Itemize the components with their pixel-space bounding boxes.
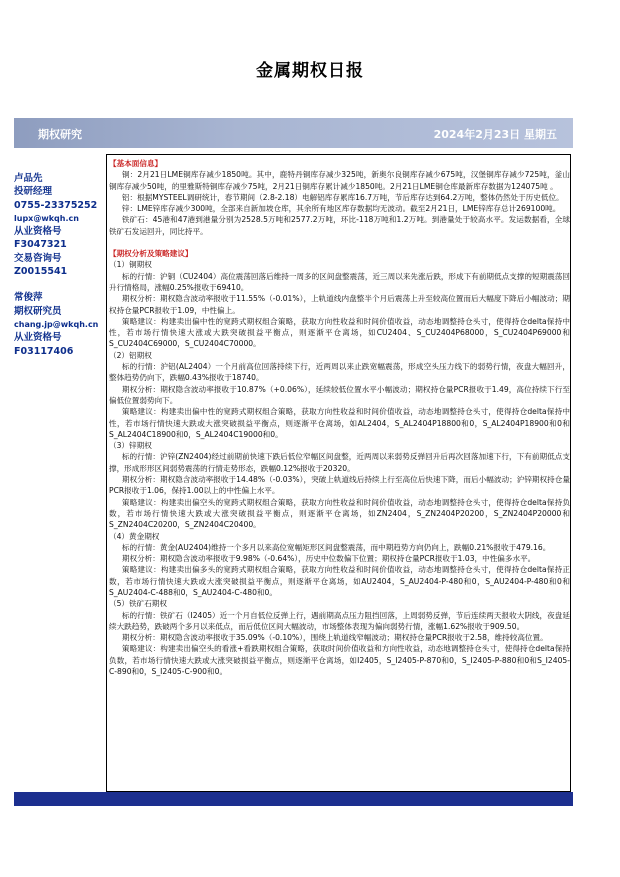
analyst-role: 期权研究员 — [14, 305, 62, 317]
footer-bar — [14, 792, 573, 806]
paragraph-market: 标的行情：沪锌(ZN2404)经过前期前快速下跌后低位窄幅区间盘整，近两周以来弱势反弹回升后再次回落加速下行，下有前期低点支撑，形成形形区间弱势震荡的行情走势形态，跌幅0.12%报收于20320。 — [109, 452, 570, 473]
analyst-email[interactable]: chang.jp@wkqh.cn — [14, 319, 99, 329]
subsection-title: （3）锌期权 — [109, 441, 152, 451]
report-body — [109, 158, 570, 677]
paragraph-market: 标的行情：铁矿石（I2405）近一个月自低位反弹上行，遇前期高点压力阻挡回落，上周弱势反弹，节后连续两天报收大阴线，夜盘延续大跌趋势，跌破两个多月以来低点，而后低位区间大幅波动，市场整体表现为偏向弱势行情，涨幅1.62%报收于909.50。 — [109, 610, 570, 631]
section-heading: 【基本面信息】 — [109, 159, 163, 168]
paragraph-advice: 策略建议：构建卖出偏多头的宽跨式期权组合策略，获取方向性收益和时间价值收益，动态地调整持仓头寸，使得持仓delta保持正数，若市场行情快速大跌或大涨突破损益平衡点，则逐渐平仓离场，如AU2404，S_AU2404-P-480和0，S_AU2404-P-480和0和S_AU2404-C-488和0，S_AU2404-C-480和0。 — [109, 565, 570, 597]
header-banner — [14, 118, 573, 148]
paragraph-market: 标的行情：沪铝(AL2404）一个月前高位回落持续下行，近两周以来止跌宽幅震荡，形成空头压力线下的弱势行情，夜盘大幅回升，整体趋势仍向下，跌幅0.43%报收于18740。 — [109, 362, 570, 383]
analyst-phone: 0755-23375252 — [14, 199, 98, 211]
paragraph-iron-ore-fundamentals: 铁矿石：45港和47港到港量分别为2528.5万吨和2577.2万吨，环比-118万吨和1.2万吨。到港量处于较高水平。发运数据看，全球铁矿石发运回升，同比持平。 — [109, 215, 570, 236]
report-title: 金属期权日报 — [256, 61, 364, 81]
paragraph-analysis: 期权分析：期权隐含波动率报收于14.48%（-0.03%），突破上轨道线后持续上行至高位后快速下降，而后小幅波动；沪锌期权持仓量PCR报收于1.06，保持1.00以上的中性偏上水平。 — [109, 475, 570, 496]
paragraph-advice: 策略建议：构建卖出偏空头的看涨+看跌期权组合策略，获取时间价值收益和方向性收益，动态地调整持仓头寸，使得持仓delta保持负数，若市场行情快速大跌或大涨突破损益平衡点，则逐渐平仓离场，如I2405，S_I2405-P-870和0，S_I2405-P-880和0和S_I2405-C-890和0，S_I2405-C-900和0。 — [109, 644, 570, 677]
analyst-sidebar — [14, 172, 102, 358]
paragraph-aluminum-fundamentals: 铝：根据MYSTEEL调研统计，春节期间（2.8-2.18）电解铝库存累库16.7万吨，节后库存达到64.2万吨，整体仍然处于历史低位。 — [121, 192, 564, 202]
consult-label: 交易咨询号 — [14, 252, 62, 264]
report-date: 2024年2月23日 星期五 — [433, 128, 557, 141]
paragraph-analysis: 期权分析：期权隐含波动率报收于9.98%（-0.64%），历史中位数偏下位置；期权持仓量PCR报收于1.03，中性偏多水平。 — [121, 554, 536, 564]
paragraph-advice: 策略建议：构建卖出偏中性的宽跨式期权组合策略，获取方向性收益和时间价值收益，动态地调整持仓头寸，使得持仓delta保持中性，若市场行情快速大跌或大涨突破损益平衡点，则逐渐平仓离场，如AL2404，S_AL2404P18800和0，S_AL2404P18900和0和S_AL2404C18900和0，S_AL2404C19000和0。 — [109, 407, 570, 439]
paragraph-analysis: 期权分析：期权隐含波动率报收于11.55%（-0.01%），上轨道线内盘整半个月后震荡上升至较高位置而后大幅度下降后小幅波动；期权持仓量PCR报收于1.09，中性偏上。 — [109, 294, 570, 315]
consult-number: Z0015541 — [14, 266, 68, 278]
paragraph-advice: 策略建议：构建卖出偏中性的宽跨式期权组合策略，获取方向性收益和时间价值收益，动态地调整持仓头寸，使得持仓delta保持中性，若市场行情快速大涨或大跌突破损益平衡点，则逐渐平仓离场，如CU2404、S_CU2404P68000，S_CU2404P69000和S_CU2404C69000，S_CU2404C70000。 — [109, 316, 570, 349]
subsection-title: （5）铁矿石期权 — [109, 599, 167, 609]
paragraph-zinc-fundamentals: 锌：LME锌库存减少300吨，全部来自新加坡仓库，其余所有地区库存数据均无波动。截至2月21日，LME锌库存总计269100吨。 — [121, 204, 561, 214]
paragraph-analysis: 期权分析：期权隐含波动率报收于35.09%（-0.10%），围绕上轨道线窄幅波动；期权持仓量PCR报收于2.58，维持较高位置。 — [121, 633, 548, 643]
analyst-name: 卢品先 — [14, 173, 43, 184]
subsection-title: （2）铝期权 — [109, 350, 152, 360]
section-heading: 【期权分析及策略建议】 — [109, 249, 193, 259]
qualification-number: F3047321 — [14, 239, 67, 251]
analyst-role: 投研经理 — [14, 186, 53, 198]
qualification-label: 从业资格号 — [14, 226, 62, 238]
subsection-title: （1）铜期权 — [109, 260, 152, 270]
category-label: 期权研究 — [38, 128, 82, 141]
paragraph-advice: 策略建议：构建卖出偏空头的宽跨式期权组合策略，获取方向性收益和时间价值收益，动态地调整持仓头寸，使得持仓delta保持负数，若市场行情快速大跌或大涨突破损益平衡点，则逐渐平仓离场，如ZN2404，S_ZN2404P20200，S_ZN2404P20000和S_ZN2404C20200，S_ZN2404C20400。 — [109, 497, 570, 530]
paragraph-copper-fundamentals: 铜：2月21日LME铜库存减少1850吨。其中，鹿特丹铜库存减少325吨，新奥尔良铜库存减少675吨，汉堡铜库存减少725吨，釜山铜库存减少50吨，的里雅斯特铜库存减少75吨，2月21日铜库存累计减少1850吨。2月21日LME铜仓库最新库存数据为124075吨 。 — [109, 170, 570, 191]
paragraph-market: 标的行情：黄金(AU2404)维持一个多月以来高位宽幅矩形区间盘整震荡，而中期趋势方向仍向上，跌幅0.21%报收于479.16。 — [121, 542, 551, 552]
subsection-title: （4）黄金期权 — [109, 531, 160, 541]
qualification-number: F03117406 — [14, 345, 74, 357]
analyst-email[interactable]: lupx@wkqh.cn — [14, 213, 79, 223]
qualification-label: 从业资格号 — [14, 332, 62, 344]
paragraph-analysis: 期权分析：期权隐含波动率报收于10.87%（+0.06%），延续较低位置水平小幅波动；期权持仓量PCR报收于1.49，高位持续下行至偏低位置弱势向下。 — [109, 384, 570, 405]
analyst-name: 常俊萍 — [14, 292, 43, 304]
paragraph-market: 标的行情：沪铜（CU2404）高位震荡回落后维持一周多的区间盘整震荡，近三周以来先涨后跌，形成下有前期低点支撑的短期震荡回升行情格局，涨幅0.25%报收于69410。 — [109, 271, 570, 292]
